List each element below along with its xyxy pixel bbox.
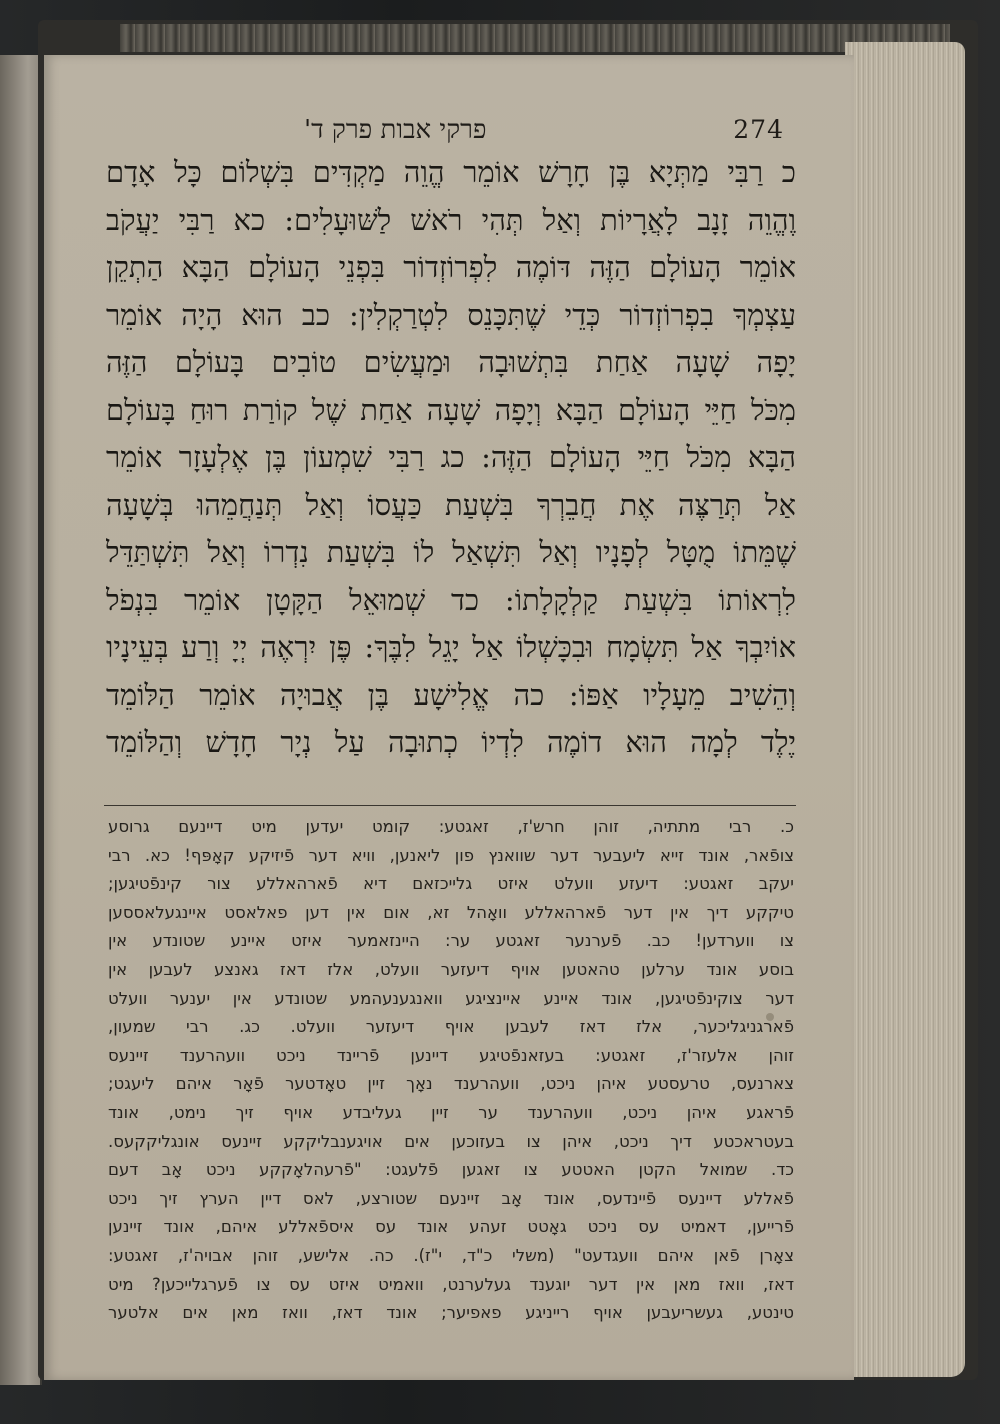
commentary-line: פֿארגניגליכער, אלז דאז לעבען אויף דיעזער וועלט. כג. רבי שמעון, xyxy=(108,1017,794,1037)
commentary-line: טיקקע דיך אין דער פֿארהאללע וואָהל זא, אום אין דען פאלאסט איינגעלאססען xyxy=(108,902,794,922)
mishnah-line: יָפָה שָׁעָה אַחַת בִּתְשׁוּבָה וּמַעֲשִׂים טוֹבִים בָּעוֹלָם הַזֶּה xyxy=(106,345,796,379)
commentary-line: צופֿאר, אונד זייא ליעבער דער שוואנץ פון ליאנען, וויא דער פֿיזיקע קאָפּף! כא. רבי xyxy=(108,845,794,865)
commentary-line: פֿאללע דיינעס פֿיינדעס, אונד אָב זיינעם שטורצע, לאס דיין הערץ זיך ניכט xyxy=(108,1188,794,1208)
commentary-line: פֿרייען, דאמיט עס ניכט גאָטט זעהע אונד עס איספֿאללע איהם, אונד זיינען xyxy=(108,1217,794,1237)
mishnah-line: אוֹמֵר הָעוֹלָם הַזֶּה דּוֹמֶה לִפְרוֹזְדוֹר בִּפְנֵי הָעוֹלָם הַבָּא הַתְקֵן xyxy=(106,250,796,284)
mishnah-line: הַבָּא מִכֹּל חַיֵּי הָעוֹלָם הַזֶּה: כג רַבִּי שִׁמְעוֹן בֶּן אֶלְעָזָר אוֹמֵר xyxy=(106,440,796,474)
mishnah-line: וֶהֱוֵה זָנָב לָאֲרָיוֹת וְאַל תְּהִי רֹאשׁ לַשּׁוּעָלִים: כא רַבִּי יַעֲקֹב xyxy=(106,202,796,237)
mishnah-line: מִכֹּל חַיֵּי הָעוֹלָם הַבָּא וְיָפָה שָׁעָה אַחַת שֶׁל קוֹרַת רוּחַ בָּעוֹלָם xyxy=(106,392,796,427)
page-edges xyxy=(845,42,965,1377)
commentary-line: דער צוקינפֿטיגען, אונד איינע איינציגע וואנגענעהמע שטונדע אין יענער וועלט xyxy=(108,988,794,1008)
commentary-line: פֿראגע איהן ניכט, וועהרענד ער זיין געליבדע אויף זיך נימט, אונד xyxy=(108,1102,794,1122)
mishnah-line: שֶׁמֵּתוֹ מֻטָּל לְפָנָיו וְאַל תִּשְׁאַל לוֹ בִּשְׁעַת נִדְרוֹ וְאַל תִּשְׁתַּדֵּל xyxy=(106,535,796,569)
paper-stain xyxy=(766,1013,774,1021)
commentary-line: כד. שמואל הקטן האטטע צו זאגען פֿלעגט: "פֿרעהלאָקקע ניכט אָב דעם xyxy=(108,1160,794,1180)
commentary-line: טינטע, געשריעבען אויף רייניגע פאפיער; אונד דאז, וואז מאן אים אלטער xyxy=(108,1303,794,1323)
commentary-line: דאז, וואז מאן אין דער יוגענד געלערנט, וואמיט איזט עס צו פֿערגלייכען? מיט xyxy=(108,1274,794,1294)
commentary-line: כ. רבי מתתיה, זוהן חרש'ז, זאגטע: קומט יעדען מיט דיינעם גרוסע xyxy=(108,817,794,836)
mishnah-line: כ רַבִּי מַתְּיָא בֶּן חָרָשׁ אוֹמֵר הֱוֵה מַקְדִּים בִּשְׁלוֹם כָּל אָדָם xyxy=(106,155,796,189)
commentary-text xyxy=(108,813,794,1328)
worn-spine-edge xyxy=(120,24,950,52)
section-divider xyxy=(104,805,796,806)
commentary-line: בוסע אונד ערלען טהאטען אויף דיעזער וועלט, אלז דאז גאנצע לעבען אין xyxy=(108,959,794,979)
mishnah-line: אַל תְּרַצֶּה אֶת חֲבֵרְךָ בִּשְׁעַת כַּעֲסוֹ וְאַל תְּנַחֲמֵהוּ בְּשָׁעָה xyxy=(106,487,796,522)
mishnah-line: יֶלֶד לְמָה הוּא דוֹמֶה לִדְיוֹ כְתוּבָה עַל נְיָר חָדָשׁ וְהַלּוֹמֵד xyxy=(106,725,796,759)
mishnah-line: עַצְמְךָ בִפְרוֹזְדוֹר כְּדֵי שֶׁתִּכָּנֵס לִטְרַקְלִין: כב הוּא הָיָה אוֹמֵר xyxy=(106,297,796,332)
running-title: פרקי אבות פרק ד' xyxy=(304,115,487,145)
mishnah-line: וְהֵשִׁיב מֵעָלָיו אַפּוֹ: כה אֱלִישָׁע בֶּן אֲבוּיָה אוֹמֵר הַלּוֹמֵד xyxy=(106,677,796,712)
mishnah-line: לִרְאוֹתוֹ בִּשְׁעַת קַלְקָלָתוֹ: כד שְׁמוּאֵל הַקָּטָן אוֹמֵר בִּנְפֹל xyxy=(106,582,796,617)
facing-page-edge xyxy=(0,55,42,1385)
commentary-line: בעטראכטע דיך ניכט, איהן צו בעזוכען אים אויגענבליקקע זיינעס אונגליקקעס. xyxy=(108,1131,794,1151)
commentary-line: צארנעס, טרעסטע איהן ניכט, וועהרענד נאָך זיין טאָדטער פֿאָר איהם ליעגט; xyxy=(108,1074,794,1094)
book-page xyxy=(44,55,854,1380)
mishnah-line: אוֹיִבְךָ אַל תִּשְׂמָח וּבִכָּשְׁלוֹ אַל יָגֵל לִבֶּךָ: פֶּן יִרְאֶה יְיָ וְרַע בְּעֵינָיו xyxy=(106,630,796,664)
commentary-line: יעקב זאגטע: דיעזע וועלט איזט גלייכזאם דיא פֿארהאללע צור קינפֿטיגען; xyxy=(108,874,794,894)
commentary-line: צו ווערדען! כב. פֿערנער זאגטע ער: היינזאמער איזט איינע שטונדע אין xyxy=(108,931,794,951)
page-number: 274 xyxy=(733,115,784,144)
mishnah-text xyxy=(106,149,796,767)
commentary-line: צאָרן פֿאן איהם וועגדעט" (משלי כ"ד, י"ז). כה. אלישע, זוהן אבויה'ז, זאגטע: xyxy=(108,1245,794,1265)
commentary-line: זוהן אלעזר'ז, זאגטע: בעזאנפֿטיגע דיינען פֿריינד ניכט וועהרענד זיינעס xyxy=(108,1045,794,1065)
